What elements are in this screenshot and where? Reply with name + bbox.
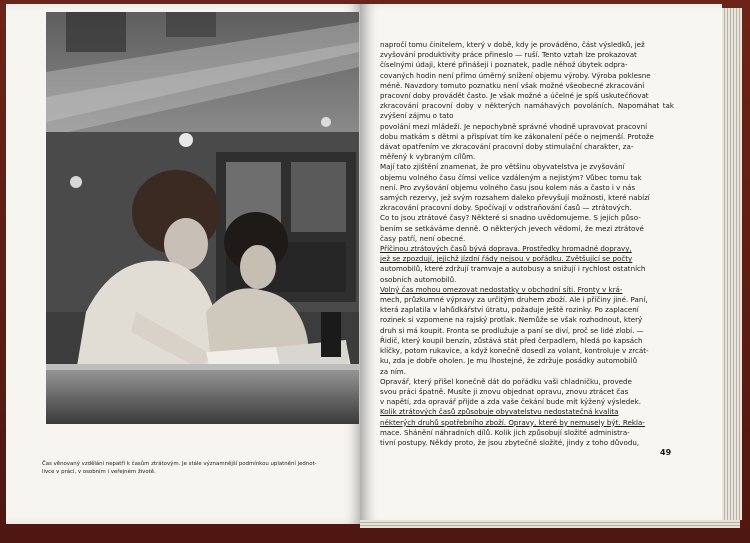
text-line: automobilů, které zdržují tramvaje a autobusy a snižují i rychlost ostatních [380,264,646,274]
text-line-underlined: Kolik ztrátových časů způsobuje obyvatelstvu nedostatečná kvalita [380,407,619,417]
text-line: druh si má koupit. Fronta se prodlužuje a paní se diví, proč se lidé zlobí. — [380,325,644,335]
left-page [6,4,360,524]
text-line: méně. Navzdory tomuto poznatku není však možné všeobecné zkracování [380,80,645,90]
text-line: za ním. [380,366,406,376]
text-line: samých rezervy, jež svým rozsahem daleko převyšují možnosti, které nabízí [380,193,650,203]
text-line: rozinek si vzpomene na rajský protlak. Nemůže se však rozhodnout, který [380,315,643,325]
text-line: zkracování pracovní doby v některých namáhavých povoláních. Napomáhat tak zvýšení zájmu o tato [380,101,674,121]
library-photo [46,12,359,424]
text-line: zkracování pracovní doby. Spočívají v odstraňování časů — ztrátových. [380,203,632,213]
text-line: měřený k vybraným cílům. [380,152,476,162]
text-line: povolání mezi mládeží. Je nepochybně správné vhodně upravovat pracovní [380,121,648,131]
text-line: osobních automobilů. [380,274,457,284]
text-line: bením se setkáváme denně. O některých jevech vědomí, že mezi ztrátové [380,223,644,233]
text-line-underlined: Příčinou ztrátových časů bývá doprava. Prostředky hromadné dopravy, [380,244,632,254]
body-text [380,40,674,448]
caption-line: livce v práci, v osobním i veřejném životě. [42,469,156,475]
text-line: covaných hodin není přímo úměrný snížení objemu výroby. Výroba poklesne [380,70,651,80]
text-line-underlined: některých druhů spotřebního zboží. Opravy, které by nemusely být. Rekla- [380,417,645,427]
page-bottom-edge [360,520,740,528]
text-line: není. Pro zvyšování objemu volného času jsou kolem nás a často i v nás [380,182,636,192]
text-line: mech, průzkumné výpravy za určitým druhem zboží. Ale i příčiny jiné. Paní, [380,295,648,305]
text-line-underlined: jež se zpozdují, jejichž jízdní řády nejsou v pořádku. Zvětšující se počty [380,254,633,264]
text-line: tivní postupy. Někdy proto, že jsou zbytečně složité, jindy z toho důvodu, [380,437,640,447]
text-line: dávat opatřením ve zkracování pracovní doby stimulační charakter, za- [380,142,634,152]
text-line: Co to jsou ztrátové časy? Některé si snadno uvědomujeme. S jejich půso- [380,213,641,223]
text-line: pracovní doby provádět často. Je však možné a účelné je spíš uskutečňovat [380,91,649,101]
text-line: časy patří, není obecné. [380,233,466,243]
text-line: Řidič, který koupil benzín, zůstává stát před čerpadlem, hledá po kapsách [380,335,643,345]
text-line: mace. Shánění náhradních dílů. Kolik jich způsobují složité administra- [380,427,630,437]
text-line: ku, zda je dobře oholen. Je mu lhostejné, že zdržuje posádky automobilů [380,356,638,366]
caption-line: Čas věnovaný vzdělání nepatří k časům ztrátovým. Je stále významnější podmínkou uplatnění jednot- [42,461,317,467]
text-line-underlined: Volný čas mohou omezovat nedostatky v obchodní síti. Fronty v krá- [380,284,623,294]
photo-caption [42,460,360,476]
page-edges [722,8,742,520]
text-line: Opravář, který přišel konečně dát do pořádku vaši chladničku, provede [380,376,632,386]
text-line: která zaplatila v lahůdkářství útratu, požaduje ještě rozinky. Po zaplacení [380,305,639,315]
text-line: dobu matkám s dětmi a přispívat tím ke zákonalení péče o nejmenší. Protože [380,131,654,141]
library-photo-illustration [46,12,359,424]
text-line: zvyšování produktivity práce přineslo — ruší. Tento vztah lze prokazovat [380,50,637,60]
text-line: v napětí, zda opravář přijde a zda vaše čekání bude mít kýžený výsledek. [380,397,641,407]
text-line: klíčky, potom rukavice, a když konečně dosedl za volant, kontroluje v zrcát- [380,346,649,356]
text-line: číselnými údaji, které přinášejí i poznatek, padle něhož úbytek odpra- [380,60,628,70]
page-number: 49 [660,448,672,457]
text-line: Mají tato zjištění znamenat, že pro většinu obyvatelstva je zvyšování [380,162,625,172]
text-line: svou práci špatně. Musíte ji znovu objednat opravu, znovu ztrácet čas [380,386,629,396]
text-line: objemu volného času čímsi velice vzdáleným a nejistým? Vůbec tomu tak [380,172,642,182]
text-line: napročí tomu činitelem, který v době, kdy je prováděno, část výsledků, jež [380,40,645,49]
